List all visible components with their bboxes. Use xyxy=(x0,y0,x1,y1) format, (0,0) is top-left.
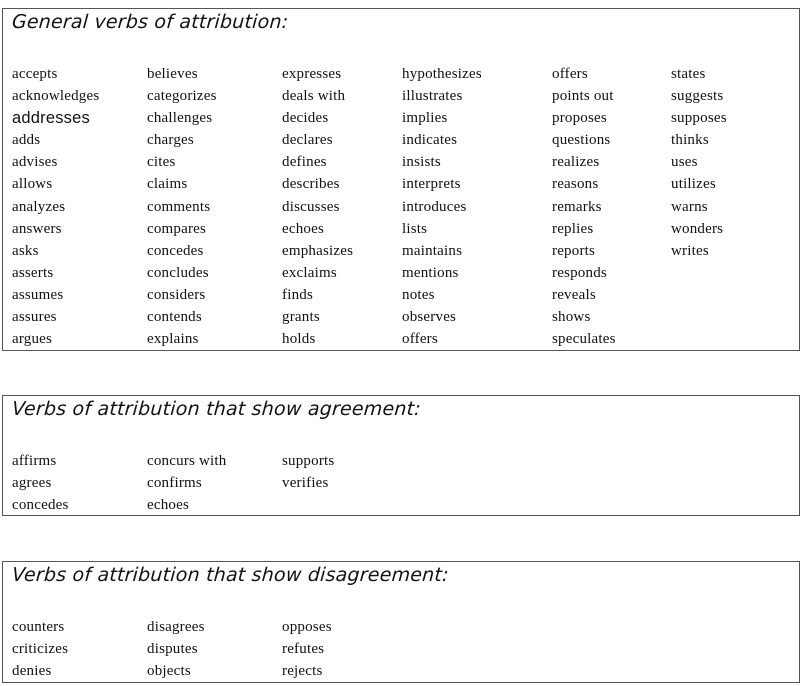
verb-item: finds xyxy=(282,286,313,303)
verb-item: counters xyxy=(12,619,65,635)
agreement-verbs-column-2 xyxy=(147,450,226,516)
verb-item: shows xyxy=(552,309,591,326)
verb-item: answers xyxy=(12,220,62,237)
verb-item: wonders xyxy=(671,220,724,237)
agreement-title-suffix: : xyxy=(413,398,422,420)
disagreement-verbs-box xyxy=(2,561,800,683)
verb-item: adds xyxy=(12,132,41,149)
verb-item: concurs with xyxy=(147,453,227,469)
verb-item: rejects xyxy=(282,663,323,680)
agreement-verbs-title xyxy=(11,398,421,420)
verb-item: charges xyxy=(147,132,194,149)
verb-item: categorizes xyxy=(147,88,217,105)
disagreement-verbs-column-3 xyxy=(282,616,332,682)
verb-item: addresses xyxy=(12,109,90,128)
verb-item: cites xyxy=(147,154,176,171)
general-verbs-column-6 xyxy=(671,63,727,262)
verb-item: remarks xyxy=(552,198,602,215)
verb-item: assumes xyxy=(12,286,64,303)
verb-item: describes xyxy=(282,176,340,193)
verb-item: disagrees xyxy=(147,619,205,635)
verb-item: deals with xyxy=(282,88,346,105)
verb-item: reports xyxy=(552,242,596,259)
verb-item: states xyxy=(671,66,706,82)
verb-item: objects xyxy=(147,663,191,680)
verb-item: introduces xyxy=(402,198,467,215)
verb-item: decides xyxy=(282,110,329,127)
verb-item: disputes xyxy=(147,641,198,658)
verb-item: refutes xyxy=(282,641,325,658)
verb-item: denies xyxy=(12,663,52,680)
verb-item: emphasizes xyxy=(282,242,354,259)
verb-item: analyzes xyxy=(12,198,66,215)
general-verbs-column-2 xyxy=(147,63,217,350)
agreement-verbs-column-3 xyxy=(282,450,334,494)
verb-item: verifies xyxy=(282,475,329,492)
verb-item: warns xyxy=(671,198,708,215)
verb-item: proposes xyxy=(552,110,607,127)
verb-item: suggests xyxy=(671,88,724,105)
verb-item: replies xyxy=(552,220,594,237)
verb-item: questions xyxy=(552,132,611,149)
agreement-title-emphasis: agreement xyxy=(307,398,416,420)
verb-item: allows xyxy=(12,176,53,193)
disagreement-title-prefix: Verbs of attribution that show xyxy=(11,564,309,586)
verb-item: reveals xyxy=(552,286,596,303)
verb-item: maintains xyxy=(402,242,463,259)
verb-item: defines xyxy=(282,154,327,171)
verb-item: affirms xyxy=(12,453,57,469)
verb-item: observes xyxy=(402,309,457,326)
verb-item: assures xyxy=(12,309,57,326)
verb-item: thinks xyxy=(671,132,709,149)
verb-item: concedes xyxy=(147,242,204,259)
general-verbs-column-5 xyxy=(552,63,616,350)
general-verbs-column-4 xyxy=(402,63,482,350)
verb-item: supposes xyxy=(671,110,727,127)
verb-item: concludes xyxy=(147,264,209,281)
verb-item: asks xyxy=(12,242,39,259)
general-verbs-column-1 xyxy=(12,63,99,350)
verb-item: confirms xyxy=(147,475,202,492)
verb-item: echoes xyxy=(147,497,190,514)
verb-item: illustrates xyxy=(402,88,463,105)
disagreement-title-suffix: : xyxy=(441,564,450,586)
verb-item: offers xyxy=(402,331,438,348)
verb-item: realizes xyxy=(552,154,600,171)
verb-item: points out xyxy=(552,88,614,105)
verb-item: considers xyxy=(147,286,206,303)
verb-item: mentions xyxy=(402,264,459,281)
verb-item: echoes xyxy=(282,220,325,237)
verb-item: explains xyxy=(147,331,199,348)
verb-item: speculates xyxy=(552,331,616,348)
verb-item: comments xyxy=(147,198,211,215)
disagreement-verbs-title xyxy=(11,564,449,586)
verb-item: challenges xyxy=(147,110,213,127)
verb-item: opposes xyxy=(282,619,332,635)
verb-item: claims xyxy=(147,176,188,193)
disagreement-title-emphasis: disagreement xyxy=(307,564,443,586)
verb-item: argues xyxy=(12,331,53,348)
verb-item: grants xyxy=(282,309,320,326)
verb-item: concedes xyxy=(12,497,69,514)
verb-item: implies xyxy=(402,110,448,127)
verb-item: contends xyxy=(147,309,202,326)
verb-item: utilizes xyxy=(671,176,716,193)
verb-item: interprets xyxy=(402,176,461,193)
verb-item: discusses xyxy=(282,198,340,215)
verb-item: declares xyxy=(282,132,333,149)
verb-item: agrees xyxy=(12,475,52,492)
verb-item: supports xyxy=(282,453,335,469)
general-verbs-title: General verbs of attribution: xyxy=(11,11,290,33)
verb-item: holds xyxy=(282,331,316,348)
disagreement-verbs-column-2 xyxy=(147,616,205,682)
verb-item: criticizes xyxy=(12,641,69,658)
verb-item: compares xyxy=(147,220,207,237)
verb-item: indicates xyxy=(402,132,458,149)
verb-item: writes xyxy=(671,242,709,259)
general-verbs-column-3 xyxy=(282,63,353,350)
verb-item: notes xyxy=(402,286,435,303)
verb-item: accepts xyxy=(12,66,58,82)
verb-item: reasons xyxy=(552,176,599,193)
verb-item: advises xyxy=(12,154,58,171)
verb-item: acknowledges xyxy=(12,88,100,105)
verb-item: exclaims xyxy=(282,264,337,281)
verb-item: insists xyxy=(402,154,441,171)
general-verbs-box xyxy=(2,8,800,351)
agreement-verbs-column-1 xyxy=(12,450,69,516)
verb-item: lists xyxy=(402,220,428,237)
verb-item: asserts xyxy=(12,264,54,281)
verb-item: offers xyxy=(552,66,588,82)
disagreement-verbs-column-1 xyxy=(12,616,68,682)
agreement-title-prefix: Verbs of attribution that show xyxy=(11,398,309,420)
verb-item: hypothesizes xyxy=(402,66,482,82)
verb-item: uses xyxy=(671,154,698,171)
verb-item: expresses xyxy=(282,66,342,82)
verb-item: believes xyxy=(147,66,198,82)
verb-item: responds xyxy=(552,264,607,281)
agreement-verbs-box xyxy=(2,395,800,516)
